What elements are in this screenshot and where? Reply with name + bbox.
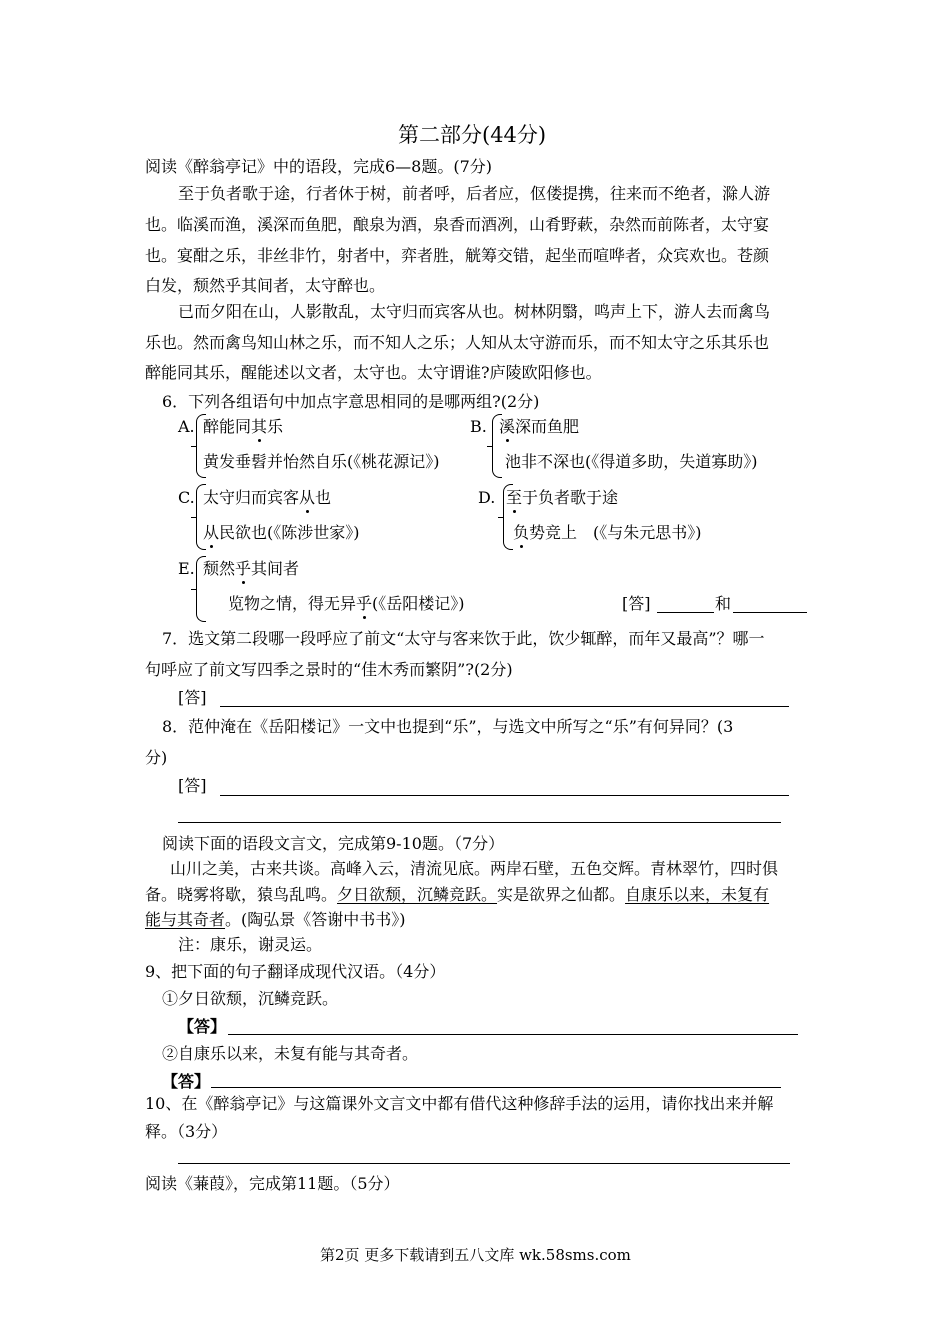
page-title: 第二部分(44分) bbox=[398, 123, 547, 147]
q11-intro: 阅读《蒹葭》，完成第11题。（5分） bbox=[145, 1174, 400, 1193]
q8-answer-blank-1[interactable] bbox=[220, 795, 789, 796]
q9-sentence-1: ①夕日欲颓，沉鳞竞跃。 bbox=[162, 989, 339, 1008]
q10-line: 释。（3分） bbox=[145, 1122, 228, 1141]
q6-option-e-line1: 颓然乎其间者 bbox=[203, 559, 300, 578]
passage1-line: 也。临溪而渔，溪深而鱼肥，酿泉为酒，泉香而酒冽，山肴野蔌，杂然而前陈者，太守宴 bbox=[145, 215, 770, 234]
q6-answer-label: [答] bbox=[622, 594, 651, 613]
q6-option-d-line2: 负势竞上 (《与朱元思书》) bbox=[513, 523, 702, 542]
q8-line: 分) bbox=[145, 748, 168, 767]
passage2-line: 备。晓雾将歇，猿鸟乱鸣。夕日欲颓，沉鳞竞跃。实是欲界之仙都。自康乐以来，未复有 bbox=[145, 885, 770, 904]
passage1-intro: 阅读《醉翁亭记》中的语段，完成6—8题。(7分) bbox=[145, 157, 493, 176]
q6-option-c-line1: 太守归而宾客从也 bbox=[203, 488, 332, 507]
passage1-line: 已而夕阳在山，人影散乱，太守归而宾客从也。树林阴翳，鸣声上下，游人去而禽鸟 bbox=[178, 302, 771, 321]
q6-option-e-label: E. bbox=[178, 559, 195, 578]
passage1-line: 白发，颓然乎其间者，太守醉也。 bbox=[145, 276, 386, 295]
q10-line: 10、在《醉翁亭记》与这篇课外文言文中都有借代这种修辞手法的运用，请你找出来并解 bbox=[145, 1094, 774, 1113]
q6-option-b-label: B. bbox=[470, 417, 487, 436]
q7-line: 7．选文第二段哪一段呼应了前文“太守与客来饮于此，饮少辄醉，而年又最高”？哪一 bbox=[162, 629, 765, 648]
q6-option-d-label: D. bbox=[478, 488, 496, 507]
q9-answer-blank-1[interactable] bbox=[228, 1034, 798, 1035]
page-footer: 第2页 更多下载请到五八文库 wk.58sms.com bbox=[320, 1246, 631, 1264]
q6-stem: 6．下列各组语句中加点字意思相同的是哪两组?(2分) bbox=[162, 392, 540, 411]
passage2-note: 注：康乐，谢灵运。 bbox=[178, 935, 323, 954]
passage1-line: 醉能同其乐，醒能述以文者，太守也。太守谓谁?庐陵欧阳修也。 bbox=[145, 363, 602, 382]
q8-line: 8．范仲淹在《岳阳楼记》一文中也提到“乐”，与选文中所写之“乐”有何异同？(3 bbox=[162, 717, 734, 736]
q6-option-b-line1: 溪深而鱼肥 bbox=[499, 417, 580, 436]
passage2-line: 能与其奇者。(陶弘景《答谢中书书》) bbox=[145, 910, 406, 929]
passage1-line: 至于负者歌于途，行者休于树，前者呼，后者应，伛偻提携，往来而不绝者，滁人游 bbox=[178, 184, 771, 203]
q6-option-b-line2: 池非不深也(《得道多助，失道寡助》) bbox=[505, 452, 758, 471]
q6-answer-blank-2[interactable] bbox=[733, 612, 807, 613]
passage1-line: 也。宴酣之乐，非丝非竹，射者中，弈者胜，觥筹交错，起坐而喧哗者，众宾欢也。苍颜 bbox=[145, 246, 770, 265]
passage2-line: 山川之美，古来共谈。高峰入云，清流见底。两岸石壁，五色交辉。青林翠竹，四时俱 bbox=[170, 859, 779, 878]
q7-answer-blank[interactable] bbox=[220, 706, 789, 707]
q7-line: 句呼应了前文写四季之景时的“佳木秀而繁阴”?(2分) bbox=[145, 660, 513, 679]
q6-option-a-line1: 醉能同其乐 bbox=[203, 417, 284, 436]
q6-option-e-line2: 览物之情，得无异乎(《岳阳楼记》) bbox=[228, 594, 465, 613]
q9-answer-label-2: 【答】 bbox=[162, 1072, 211, 1091]
q6-option-a-label: A. bbox=[178, 417, 195, 436]
q9-answer-blank-2[interactable] bbox=[211, 1087, 781, 1088]
q6-option-c-line2: 从民欲也(《陈涉世家》) bbox=[203, 523, 360, 542]
passage1-line: 乐也。然而禽鸟知山林之乐，而不知人之乐；人知从太守游而乐，而不知太守之乐其乐也 bbox=[145, 333, 770, 352]
q9-stem: 9、把下面的句子翻译成现代汉语。（4分） bbox=[145, 962, 446, 981]
q7-answer-label: [答] bbox=[178, 688, 207, 707]
passage2-intro: 阅读下面的语段文言文，完成第9-10题。（7分） bbox=[162, 834, 505, 853]
q6-answer-blank-1[interactable] bbox=[657, 612, 714, 613]
q6-option-a-line2: 黄发垂髫并怡然自乐(《桃花源记》) bbox=[203, 452, 440, 471]
q6-option-d-line1: 至于负者歌于途 bbox=[506, 488, 619, 507]
q6-option-c-label: C. bbox=[178, 488, 195, 507]
q9-answer-label-1: 【答】 bbox=[178, 1017, 227, 1036]
q10-answer-blank[interactable] bbox=[178, 1163, 790, 1164]
q8-answer-label: [答] bbox=[178, 776, 207, 795]
q9-sentence-2: ②自康乐以来，未复有能与其奇者。 bbox=[162, 1044, 419, 1063]
q6-answer-and: 和 bbox=[715, 594, 732, 613]
q8-answer-blank-2[interactable] bbox=[178, 822, 781, 823]
